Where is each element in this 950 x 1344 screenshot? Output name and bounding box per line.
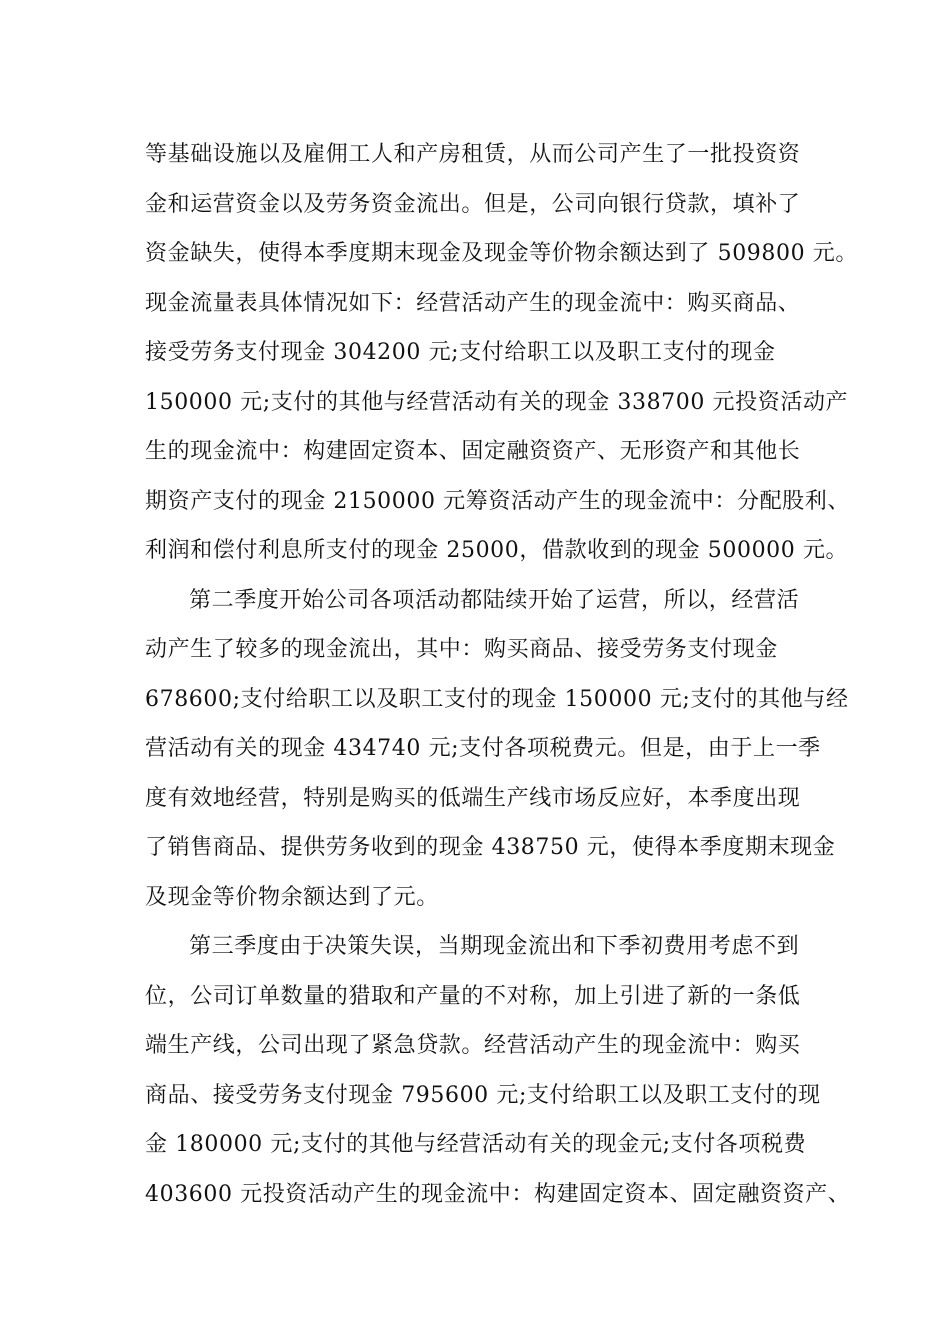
text-line: 度有效地经营，特别是购买的低端生产线市场反应好，本季度出现 [145,785,801,811]
text-line: 金和运营资金以及劳务资金流出。但是，公司向银行贷款，填补了 [145,191,801,217]
text-line: 第二季度开始公司各项活动都陆续开始了运营，所以，经营活 [189,587,800,613]
text-line: 商品、接受劳务支付现金 795600 元;支付给职工以及职工支付的现 [145,1082,821,1108]
text-line: 及现金等价物余额达到了元。 [145,884,439,910]
text-line: 位，公司订单数量的猎取和产量的不对称，加上引进了新的一条低 [145,983,801,1009]
text-line: 了销售商品、提供劳务收到的现金 438750 元，使得本季度期末现金 [145,835,836,860]
text-line: 现金流量表具体情况如下：经营活动产生的现金流中：购买商品、 [145,290,801,316]
text-line: 第三季度由于决策失误，当期现金流出和下季初费用考虑不到 [189,934,800,959]
text-line: 150000 元;支付的其他与经营活动有关的现金 338700 元投资活动产 [145,389,849,415]
text-line: 678600;支付给职工以及职工支付的现金 150000 元;支付的其他与经 [145,686,849,712]
text-line: 资金缺失，使得本季度期末现金及现金等价物余额达到了 509800 元。 [145,241,858,266]
text-line: 营活动有关的现金 434740 元;支付各项税费元。但是，由于上一季 [145,736,821,761]
text-line: 接受劳务支付现金 304200 元;支付给职工以及职工支付的现金 [145,340,776,365]
text-line: 动产生了较多的现金流出，其中：购买商品、接受劳务支付现金 [145,637,778,662]
text-line: 403600 元投资活动产生的现金流中：构建固定资本、固定融资资产、 [145,1181,851,1207]
text-line: 端生产线，公司出现了紧急贷款。经营活动产生的现金流中：购买 [145,1033,801,1058]
paragraph-2 [145,576,849,923]
paragraph-3 [145,922,851,1219]
paragraph-1 [145,130,858,576]
text-line: 利润和偿付利息所支付的现金 25000，借款收到的现金 500000 元。 [145,538,849,563]
text-line: 生的现金流中：构建固定资本、固定融资资产、无形资产和其他长 [145,439,801,464]
text-line: 等基础设施以及雇佣工人和产房租赁，从而公司产生了一批投资资 [145,142,801,167]
text-line: 金 180000 元;支付的其他与经营活动有关的现金元;支付各项税费 [145,1132,807,1157]
document-body [145,130,858,1219]
text-line: 期资产支付的现金 2150000 元筹资活动产生的现金流中：分配股利、 [145,488,850,514]
